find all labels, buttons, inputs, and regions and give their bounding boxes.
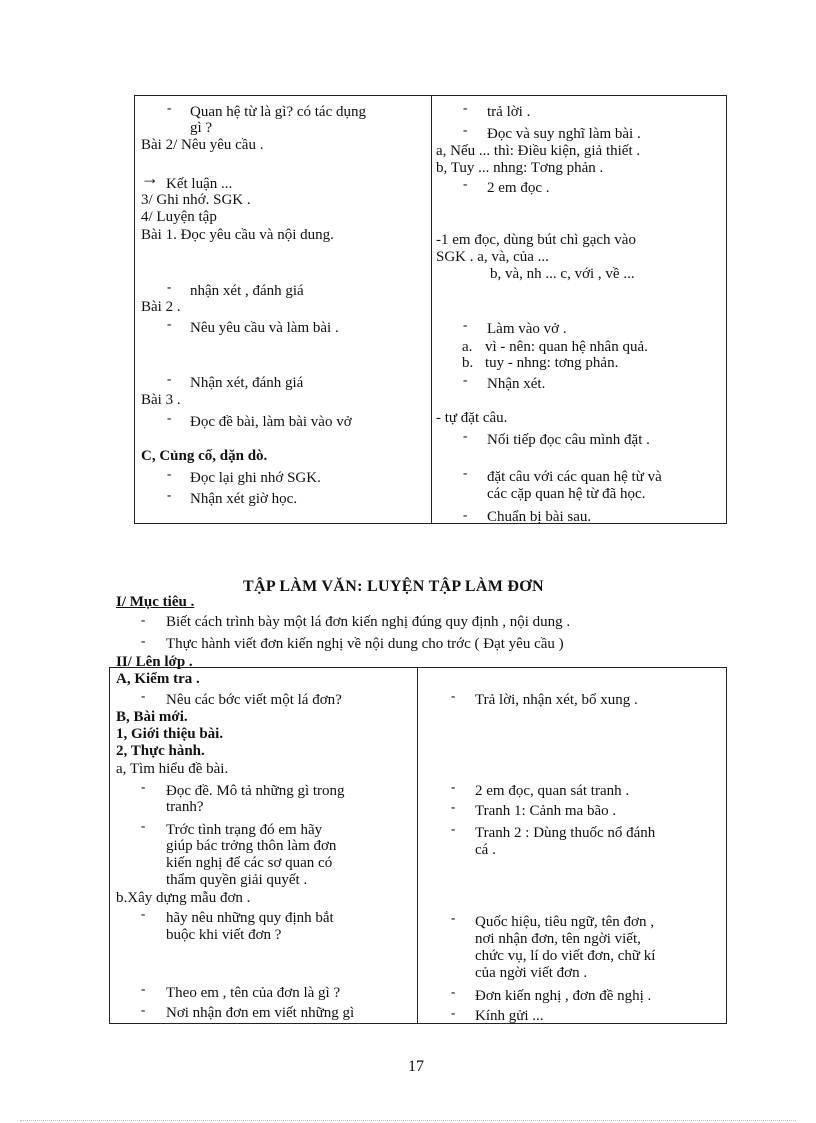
dash-bullet: -: [141, 779, 146, 794]
table2-right-line: Tranh 2 : Dùng thuốc nổ đánh: [475, 825, 656, 841]
column-divider: [417, 668, 418, 1023]
dash-bullet: -: [463, 100, 468, 115]
table1-right-line: đặt câu với các quan hệ từ và: [487, 469, 662, 485]
table2-left-line: buộc khi viết đơn ?: [166, 927, 282, 943]
table2-left-line: kiến nghị để các sơ quan có: [166, 855, 333, 871]
table1-right-line: b, Tuy ... nhng: Tơng phản .: [436, 160, 604, 176]
dash-bullet: -: [141, 688, 146, 703]
table1-left-line: Đọc lại ghi nhớ SGK.: [190, 470, 321, 486]
table1-left-line: Bài 2/ Nêu yêu cầu .: [141, 137, 264, 153]
table2-right-line: của ngời viết đơn .: [475, 965, 588, 981]
dash-bullet: -: [451, 688, 456, 703]
table2-right-line: Đơn kiến nghị , đơn đề nghị .: [475, 988, 652, 1004]
dash-bullet: -: [451, 799, 456, 814]
objective-item: Thực hành viết đơn kiến nghị về nội dung cho trớc ( Đạt yêu cầu ): [166, 636, 564, 652]
dash-bullet: -: [451, 821, 456, 836]
table1-right-line: Chuẩn bị bài sau.: [487, 509, 592, 525]
table1-right-line: b, và, nh ... c, với , về ...: [490, 266, 635, 282]
dash-bullet: -: [463, 465, 468, 480]
table2-right-line: Kính gửi ...: [475, 1008, 544, 1024]
table1-left-line: Nêu yêu cầu và làm bài .: [190, 320, 339, 336]
table1-right-line: trả lời .: [487, 104, 531, 120]
section-heading: B, Bài mới.: [116, 709, 188, 725]
objective-heading: I/ Mục tiêu .: [116, 594, 195, 610]
table1-right-line: Nhận xét.: [487, 376, 546, 392]
dash-bullet: -: [167, 371, 172, 386]
table1-left-line: Kết luận ...: [166, 176, 233, 192]
arrow-icon: →: [141, 168, 159, 188]
dash-bullet: -: [167, 316, 172, 331]
dash-bullet: -: [167, 410, 172, 425]
table2-right-line: nơi nhận đơn, tên ngời viết,: [475, 931, 641, 947]
dash-bullet: -: [451, 984, 456, 999]
class-heading: II/ Lên lớp .: [116, 654, 193, 670]
table2-left-line: b.Xây dựng mẫu đơn .: [116, 890, 251, 906]
column-divider: [431, 96, 432, 523]
table1-right-line: tuy - nhng: tơng phản.: [485, 355, 619, 371]
dash-bullet: -: [141, 633, 146, 648]
table2-left-line: Nơi nhận đơn em viết những gì: [166, 1005, 355, 1021]
table2-right-line: Trả lời, nhận xét, bổ xung .: [475, 692, 638, 708]
dash-bullet: -: [463, 122, 468, 137]
table1-right-line: -1 em đọc, dùng bút chì gạch vào: [436, 232, 636, 248]
table2-left-line: giúp bác trởng thôn làm đơn: [166, 838, 337, 854]
table2-left-line: a, Tìm hiểu đề bài.: [116, 761, 229, 777]
dash-bullet: -: [463, 428, 468, 443]
section-heading: 2, Thực hành.: [116, 743, 205, 759]
table1-left-line: Nhận xét giờ học.: [190, 491, 298, 507]
table2-right-line: Tranh 1: Cảnh ma bão .: [475, 803, 617, 819]
table2-left-line: Đọc đề. Mô tả những gì trong: [166, 783, 345, 799]
dash-bullet: -: [451, 910, 456, 925]
table2-left-line: Trớc tình trạng đó em hãy: [166, 822, 323, 838]
dash-bullet: -: [463, 176, 468, 191]
page-title: TẬP LÀM VĂN: LUYỆN TẬP LÀM ĐƠN: [243, 578, 544, 595]
table2-left-line: thẩm quyền giải quyết .: [166, 872, 308, 888]
table1-left-line: 3/ Ghi nhớ. SGK .: [141, 192, 251, 208]
dash-bullet: -: [141, 906, 146, 921]
dash-bullet: -: [463, 317, 468, 332]
dash-bullet: -: [141, 1002, 146, 1017]
dash-bullet: -: [167, 466, 172, 481]
table1-left-line: Bài 2 .: [141, 299, 181, 315]
dash-bullet: -: [451, 1005, 456, 1020]
table1-right-line: SGK . a, và, của ...: [436, 249, 549, 265]
table1-left-line: Bài 3 .: [141, 392, 181, 408]
table2-left-line: tranh?: [166, 799, 204, 815]
dash-bullet: -: [167, 100, 172, 115]
dash-bullet: -: [141, 612, 146, 627]
table1-left-line: 4/ Luyện tập: [141, 209, 217, 225]
table2-left-line: Nêu các bớc viết một lá đơn?: [166, 692, 342, 708]
table1-right-line: Làm vào vở .: [487, 321, 567, 337]
table1-right-line: - tự đặt câu.: [436, 410, 508, 426]
dash-bullet: -: [167, 487, 172, 502]
page-edge-line: [20, 1120, 796, 1121]
list-marker: a.: [462, 339, 473, 355]
table2-right-line: chức vụ, lí do viết đơn, chữ kí: [475, 948, 656, 964]
dash-bullet: -: [167, 279, 172, 294]
section-heading: C, Củng cố, dặn dò.: [141, 448, 268, 464]
table1-right-line: 2 em đọc .: [487, 180, 550, 196]
section-heading: 1, Giới thiệu bài.: [116, 726, 224, 742]
dash-bullet: -: [463, 372, 468, 387]
list-marker: b.: [462, 355, 474, 371]
table1-right-line: Đọc và suy nghĩ làm bài .: [487, 126, 641, 142]
table1-left-line: Nhận xét, đánh giá: [190, 375, 304, 391]
table2-left-line: hãy nêu những quy định bắt: [166, 910, 334, 926]
table2-right-line: 2 em đọc, quan sát tranh .: [475, 783, 630, 799]
table1-left-line: nhận xét , đánh giá: [190, 283, 304, 299]
table1-right-line: vì - nên: quan hệ nhân quả.: [485, 339, 648, 355]
dash-bullet: -: [463, 507, 468, 522]
dash-bullet: -: [141, 981, 146, 996]
page-number: 17: [408, 1058, 424, 1075]
table1-right-line: a, Nếu ... thì: Điều kiện, giả thiết .: [436, 143, 641, 159]
table2-right-line: Quốc hiệu, tiêu ngữ, tên đơn ,: [475, 914, 654, 930]
table1-left-line: gì ?: [190, 120, 213, 136]
table1-right-line: Nối tiếp đọc câu mình đặt .: [487, 432, 650, 448]
table2-right-line: cá .: [475, 842, 496, 858]
dash-bullet: -: [451, 779, 456, 794]
table2-left-line: Theo em , tên của đơn là gì ?: [166, 985, 341, 1001]
table1-left-line: Đọc đề bài, làm bài vào vở: [190, 414, 352, 430]
table1-left-line: Bài 1. Đọc yêu cầu và nội dung.: [141, 227, 334, 243]
table1-right-line: các cặp quan hệ từ đã học.: [487, 486, 646, 502]
objective-item: Biết cách trình bày một lá đơn kiến nghị đúng quy định , nội dung .: [166, 614, 571, 630]
dash-bullet: -: [141, 818, 146, 833]
section-heading: A, Kiểm tra .: [116, 671, 200, 687]
table1-left-line: Quan hệ từ là gì? có tác dụng: [190, 104, 366, 120]
